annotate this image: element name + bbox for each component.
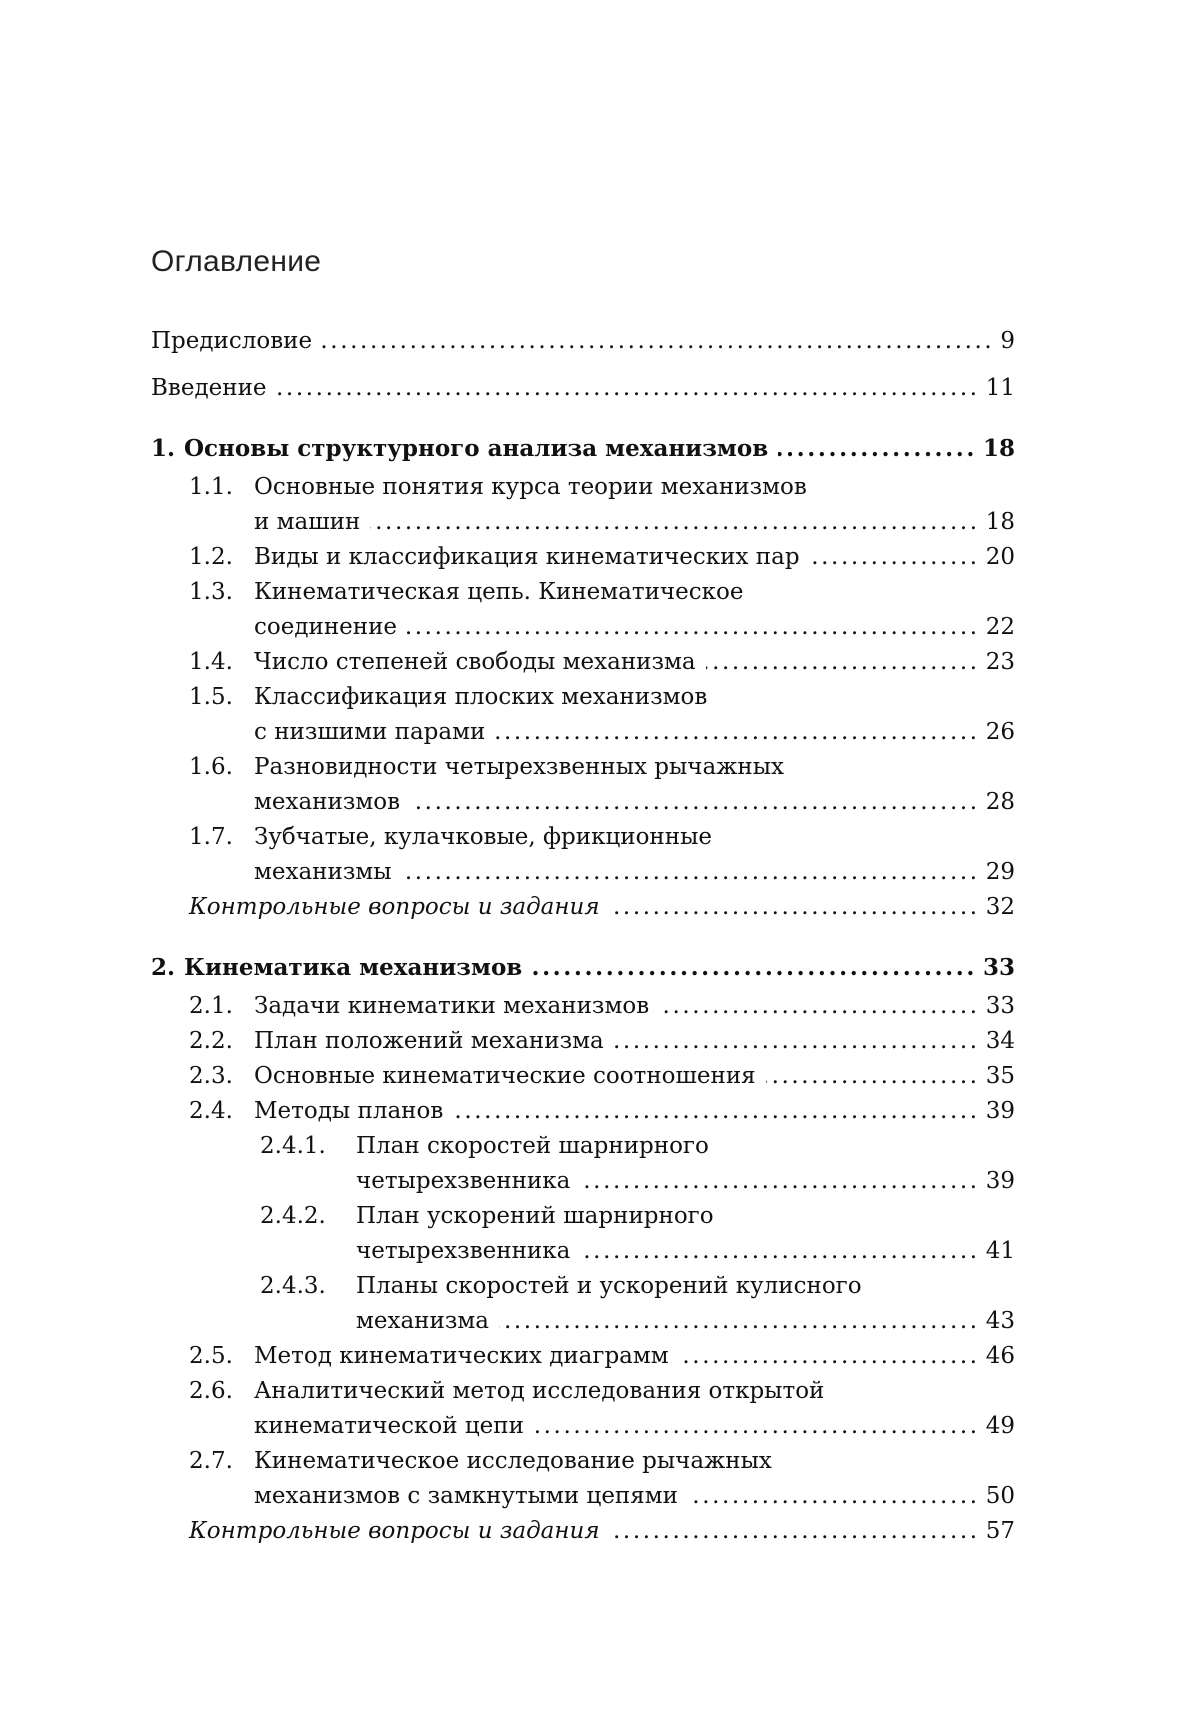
entry-title: Планы скоростей и ускорений кулисного — [356, 1273, 862, 1299]
page-number: 26 — [985, 719, 1015, 745]
page-number: 18 — [982, 435, 1015, 462]
toc-line — [151, 505, 1015, 540]
toc-entry[interactable] — [151, 1024, 1015, 1059]
leader-dots — [532, 950, 977, 985]
toc-chapter[interactable] — [151, 950, 1015, 985]
toc-line — [151, 715, 1015, 750]
toc-line — [151, 950, 1015, 985]
toc-entry[interactable] — [151, 1444, 1015, 1514]
leader-dots — [614, 1024, 980, 1059]
leader-dots — [688, 1479, 980, 1514]
page-number: 43 — [985, 1308, 1015, 1334]
leader-dots — [402, 855, 980, 890]
toc-line — [151, 1094, 1015, 1129]
toc-line — [151, 371, 1015, 406]
page-number: 46 — [985, 1343, 1015, 1369]
page-number: 33 — [985, 993, 1015, 1019]
toc-line — [151, 431, 1015, 466]
page-number: 39 — [985, 1168, 1015, 1194]
toc-line — [151, 1129, 1015, 1164]
toc-line — [151, 1234, 1015, 1269]
toc-line — [151, 575, 1015, 610]
toc-questions[interactable] — [151, 890, 1015, 925]
leader-dots — [580, 1164, 979, 1199]
entry-title: Кинематика механизмов — [184, 954, 523, 981]
entry-title: Кинематическая цепь. Кинематическое — [254, 579, 744, 605]
entry-title: План скоростей шарнирного — [356, 1133, 709, 1159]
section-number: 1.1. — [189, 474, 233, 500]
toc-line — [151, 540, 1015, 575]
section-number: 1. — [151, 435, 176, 462]
page-number: 39 — [985, 1098, 1015, 1124]
entry-title: с низшими парами — [254, 719, 486, 745]
section-number: 2.1. — [189, 993, 233, 1019]
toc-entry[interactable] — [151, 470, 1015, 540]
leader-dots — [706, 645, 980, 680]
entry-title: Основные кинематические соотношения — [254, 1063, 756, 1089]
page-number: 11 — [985, 375, 1015, 401]
section-number: 2.4.1. — [260, 1133, 326, 1159]
toc-chapter[interactable] — [151, 431, 1015, 466]
toc-line — [151, 1164, 1015, 1199]
entry-title: Основные понятия курса теории механизмов — [254, 474, 807, 500]
page-number: 22 — [985, 614, 1015, 640]
toc-line — [151, 1479, 1015, 1514]
section-number: 2. — [151, 954, 176, 981]
page-number: 33 — [982, 954, 1015, 981]
entry-title: Метод кинематических диаграмм — [254, 1343, 669, 1369]
toc-line — [151, 324, 1015, 359]
page-number: 9 — [1000, 328, 1015, 354]
toc-entry[interactable] — [151, 645, 1015, 680]
toc-line — [151, 1269, 1015, 1304]
toc-entry[interactable] — [151, 1199, 1015, 1269]
entry-title: соединение — [254, 614, 398, 640]
entry-title: и машин — [254, 509, 361, 535]
leader-dots — [453, 1094, 979, 1129]
entry-title: Контрольные вопросы и задания — [189, 894, 600, 920]
leader-dots — [679, 1339, 980, 1374]
toc-line — [151, 1374, 1015, 1409]
table-of-contents — [151, 324, 1015, 1549]
toc-line — [151, 1024, 1015, 1059]
entry-title: Методы планов — [254, 1098, 444, 1124]
toc-line — [151, 750, 1015, 785]
section-number: 2.4.2. — [260, 1203, 326, 1229]
toc-entry[interactable] — [151, 1094, 1015, 1129]
page-title: Оглавление — [151, 245, 322, 278]
section-number: 1.3. — [189, 579, 233, 605]
toc-entry[interactable] — [151, 680, 1015, 750]
entry-title: четырехзвенника — [356, 1168, 571, 1194]
section-number: 2.4.3. — [260, 1273, 326, 1299]
leader-dots — [410, 785, 980, 820]
entry-title: Разновидности четырехзвенных рычажных — [254, 754, 784, 780]
toc-line — [151, 1444, 1015, 1479]
leader-dots — [610, 890, 980, 925]
toc-entry[interactable] — [151, 820, 1015, 890]
toc-entry[interactable] — [151, 371, 1015, 406]
section-number: 2.5. — [189, 1343, 233, 1369]
toc-line — [151, 1339, 1015, 1374]
entry-title: Зубчатые, кулачковые, фрикционные — [254, 824, 713, 850]
toc-entry[interactable] — [151, 540, 1015, 575]
section-number: 2.2. — [189, 1028, 233, 1054]
leader-dots — [610, 1514, 980, 1549]
toc-line — [151, 1199, 1015, 1234]
section-number: 1.4. — [189, 649, 233, 675]
leader-dots — [322, 324, 994, 359]
toc-entry[interactable] — [151, 1129, 1015, 1199]
entry-title: Предисловие — [151, 328, 313, 354]
toc-line — [151, 1059, 1015, 1094]
section-number: 1.5. — [189, 684, 233, 710]
leader-dots — [277, 371, 980, 406]
page-number: 18 — [985, 509, 1015, 535]
leader-dots — [778, 431, 977, 466]
section-number: 2.6. — [189, 1378, 233, 1404]
entry-title: Введение — [151, 375, 267, 401]
page-number: 50 — [985, 1483, 1015, 1509]
entry-title: кинематической цепи — [254, 1413, 524, 1439]
toc-questions[interactable] — [151, 1514, 1015, 1549]
page-number: 49 — [985, 1413, 1015, 1439]
section-number: 2.7. — [189, 1448, 233, 1474]
page-number: 20 — [985, 544, 1015, 570]
leader-dots — [534, 1409, 980, 1444]
leader-dots — [659, 989, 980, 1024]
page-number: 35 — [985, 1063, 1015, 1089]
toc-line — [151, 820, 1015, 855]
leader-dots — [766, 1059, 980, 1094]
page-number: 34 — [985, 1028, 1015, 1054]
entry-title: четырехзвенника — [356, 1238, 571, 1264]
page-number: 57 — [985, 1518, 1015, 1544]
toc-line — [151, 855, 1015, 890]
toc-line — [151, 1514, 1015, 1549]
entry-title: Классификация плоских механизмов — [254, 684, 708, 710]
leader-dots — [407, 610, 980, 645]
toc-entry[interactable] — [151, 324, 1015, 359]
toc-line — [151, 610, 1015, 645]
toc-entry[interactable] — [151, 1269, 1015, 1339]
leader-dots — [370, 505, 979, 540]
section-number: 1.7. — [189, 824, 233, 850]
page-number: 32 — [985, 894, 1015, 920]
page-number: 41 — [985, 1238, 1015, 1264]
toc-line — [151, 470, 1015, 505]
page-number: 29 — [985, 859, 1015, 885]
entry-title: Задачи кинематики механизмов — [254, 993, 650, 1019]
entry-title: План положений механизма — [254, 1028, 604, 1054]
toc-entry[interactable] — [151, 1339, 1015, 1374]
section-number: 1.6. — [189, 754, 233, 780]
leader-dots — [810, 540, 980, 575]
entry-title: Аналитический метод исследования открытой — [254, 1378, 825, 1404]
toc-entry[interactable] — [151, 750, 1015, 820]
entry-title: Кинематическое исследование рычажных — [254, 1448, 772, 1474]
toc-entry[interactable] — [151, 989, 1015, 1024]
entry-title: Виды и классификация кинематических пар — [254, 544, 800, 570]
entry-title: механизмов с замкнутыми цепями — [254, 1483, 678, 1509]
leader-dots — [580, 1234, 979, 1269]
page-number: 28 — [985, 789, 1015, 815]
toc-line — [151, 1409, 1015, 1444]
toc-line — [151, 890, 1015, 925]
toc-entry[interactable] — [151, 1059, 1015, 1094]
toc-entry[interactable] — [151, 1374, 1015, 1444]
entry-title: механизмы — [254, 859, 392, 885]
entry-title: механизмов — [254, 789, 401, 815]
section-number: 1.2. — [189, 544, 233, 570]
toc-line — [151, 785, 1015, 820]
entry-title: План ускорений шарнирного — [356, 1203, 714, 1229]
toc-entry[interactable] — [151, 575, 1015, 645]
entry-title: механизма — [356, 1308, 489, 1334]
page-number: 23 — [985, 649, 1015, 675]
section-number: 2.4. — [189, 1098, 233, 1124]
leader-dots — [495, 715, 979, 750]
entry-title: Основы структурного анализа механизмов — [184, 435, 769, 462]
entry-title: Контрольные вопросы и задания — [189, 1518, 600, 1544]
toc-line — [151, 989, 1015, 1024]
toc-line — [151, 1304, 1015, 1339]
section-number: 2.3. — [189, 1063, 233, 1089]
toc-line — [151, 645, 1015, 680]
leader-dots — [499, 1304, 980, 1339]
toc-line — [151, 680, 1015, 715]
entry-title: Число степеней свободы механизма — [254, 649, 696, 675]
